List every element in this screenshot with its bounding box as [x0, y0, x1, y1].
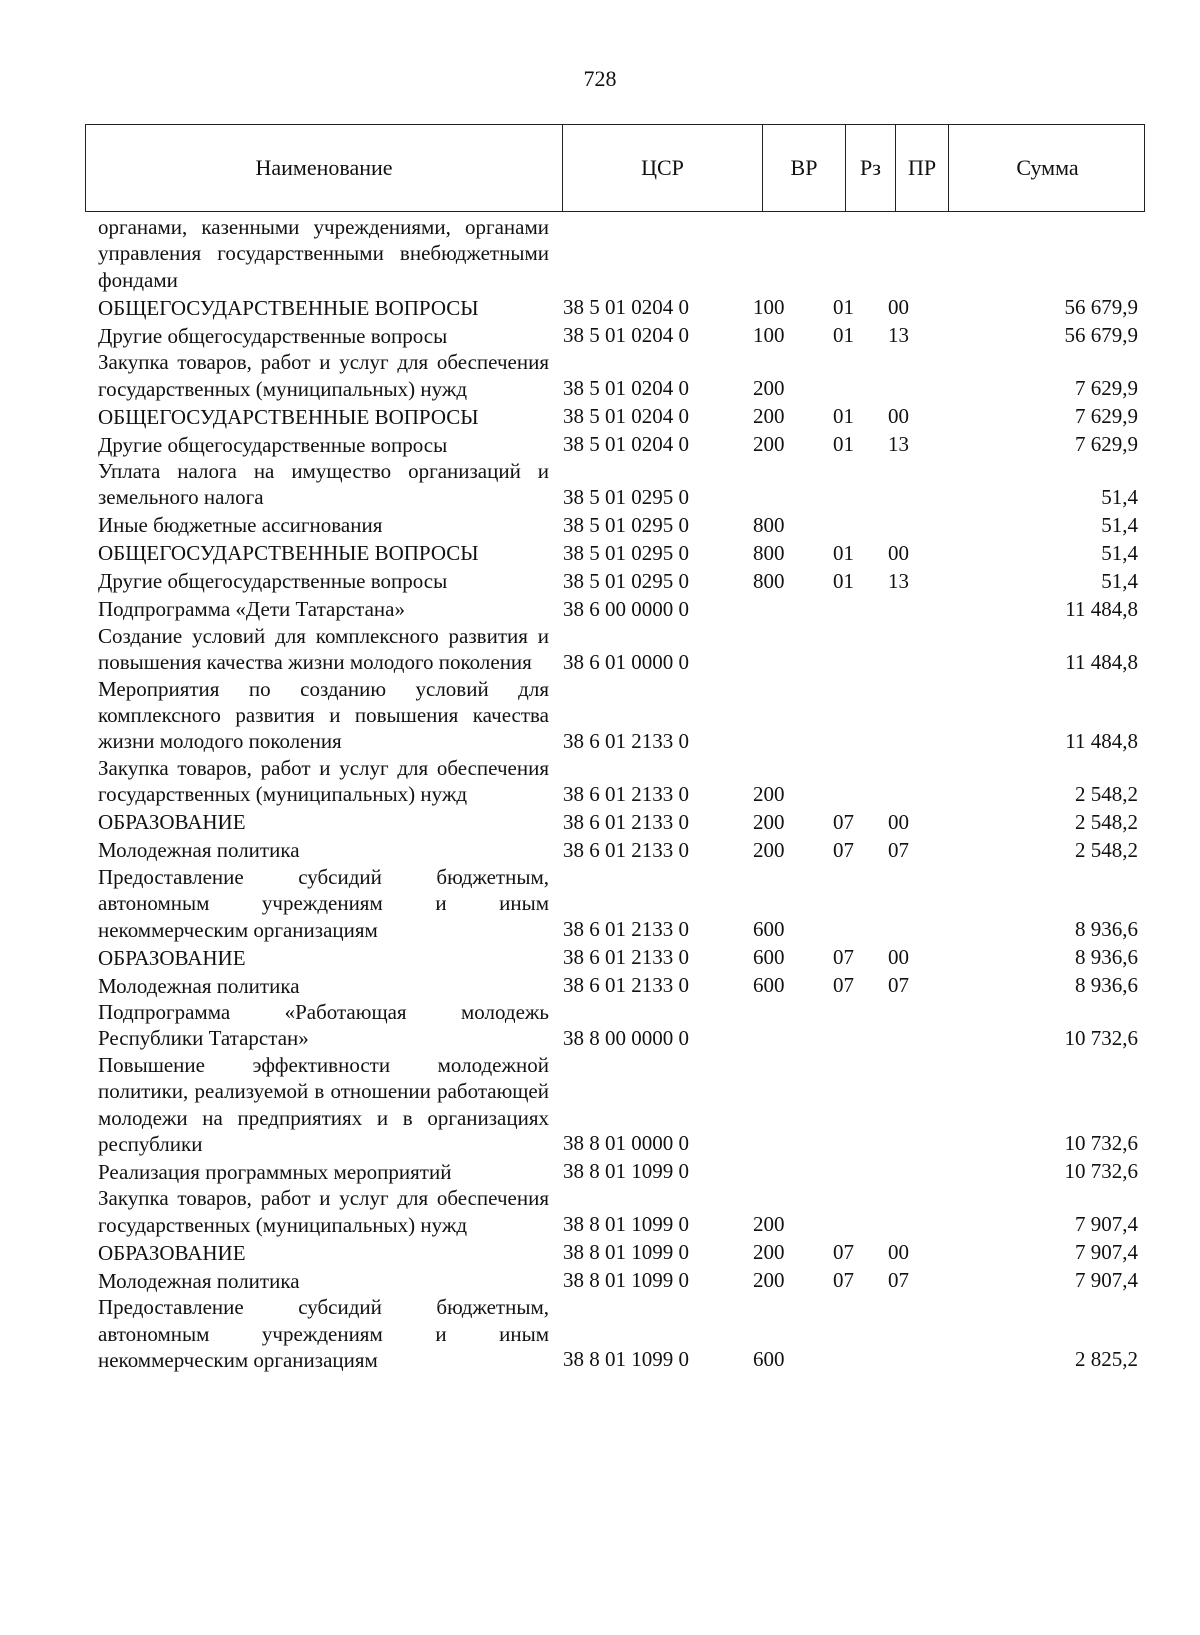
table-row [98, 864, 1138, 943]
row-csr: 38 5 01 0295 0 [563, 568, 689, 593]
row-csr: 38 6 00 0000 0 [563, 596, 689, 621]
row-name: Мероприятия по созданию условий для комплексного развития и повышения качества жизни молодого поколения [98, 676, 549, 754]
row-sum: 8 936,6 [1075, 972, 1138, 997]
table-header [85, 124, 1145, 212]
row-name: Молодежная политика [98, 838, 300, 863]
row-sum: 51,4 [1101, 540, 1138, 565]
row-csr: 38 8 01 1099 0 [563, 1159, 689, 1184]
row-sum: 10 732,6 [1064, 1131, 1138, 1156]
row-name: Другие общегосударственные вопросы [98, 569, 448, 594]
row-sum: 2 548,2 [1075, 837, 1138, 862]
row-sum: 7 629,9 [1075, 376, 1138, 401]
table-row [98, 676, 1138, 755]
row-name: Другие общегосударственные вопросы [98, 432, 448, 457]
row-name: ОБЩЕГОСУДАРСТВЕННЫЕ ВОПРОСЫ [98, 541, 479, 566]
table-row [98, 402, 1138, 430]
row-sum: 8 936,6 [1075, 916, 1138, 941]
row-name: Подпрограмма «Дети Татарстана» [98, 597, 405, 622]
row-rz: 07 [833, 1268, 854, 1293]
table-row [98, 595, 1138, 623]
row-vr: 200 [753, 1268, 785, 1293]
table-row [98, 623, 1138, 676]
row-csr: 38 8 01 1099 0 [563, 1212, 689, 1237]
row-csr: 38 5 01 0295 0 [563, 540, 689, 565]
row-sum: 11 484,8 [1065, 728, 1138, 753]
row-csr: 38 5 01 0204 0 [563, 295, 689, 320]
row-pr: 13 [888, 568, 909, 593]
row-vr: 200 [753, 1212, 785, 1237]
row-vr: 600 [753, 1347, 785, 1372]
row-pr: 00 [888, 944, 909, 969]
row-name: ОБРАЗОВАНИЕ [98, 810, 246, 835]
row-csr: 38 6 01 2133 0 [563, 728, 689, 753]
header-pr: ПР [896, 125, 949, 211]
row-sum: 11 484,8 [1065, 649, 1138, 674]
row-name: органами, казенными учреждениями, органами управления государственными внебюджетными фондами [98, 215, 549, 292]
row-name: ОБРАЗОВАНИЕ [98, 945, 246, 970]
table-row [98, 999, 1138, 1052]
row-pr: 00 [888, 1240, 909, 1265]
table-row [98, 430, 1138, 458]
table-row [98, 1266, 1138, 1294]
row-rz: 01 [833, 432, 854, 457]
row-vr: 200 [753, 432, 785, 457]
row-sum: 7 907,4 [1075, 1240, 1138, 1265]
table-row [98, 836, 1138, 864]
header-vr: ВР [763, 125, 846, 211]
table-row [98, 971, 1138, 999]
row-pr: 00 [888, 404, 909, 429]
row-vr: 800 [753, 512, 785, 537]
row-rz: 01 [833, 295, 854, 320]
row-pr: 00 [888, 295, 909, 320]
row-vr: 800 [753, 540, 785, 565]
row-pr: 00 [888, 809, 909, 834]
row-vr: 200 [753, 837, 785, 862]
row-csr: 38 6 01 0000 0 [563, 649, 689, 674]
header-name: Наименование [86, 125, 563, 211]
table-row [98, 943, 1138, 971]
row-name: Подпрограмма «Работающая молодежь Республики Татарстан» [98, 999, 549, 1051]
table-row [98, 1157, 1138, 1185]
row-name: Предоставление субсидий бюджетным, автономным учреждениям и иным некоммерческим организациям [98, 1295, 549, 1372]
row-name: ОБЩЕГОСУДАРСТВЕННЫЕ ВОПРОСЫ [98, 295, 479, 320]
row-sum: 7 629,9 [1075, 404, 1138, 429]
row-sum: 10 732,6 [1064, 1025, 1138, 1050]
row-name: Уплата налога на имущество организаций и земельного налога [98, 459, 549, 510]
table-row [98, 808, 1138, 836]
row-pr: 07 [888, 972, 909, 997]
row-name: Закупка товаров, работ и услуг для обеспечения государственных (муниципальных) нужд [98, 1186, 549, 1237]
table-row [98, 567, 1138, 595]
row-csr: 38 5 01 0204 0 [563, 376, 689, 401]
row-sum: 7 907,4 [1075, 1268, 1138, 1293]
table-row [98, 458, 1138, 511]
table-row [98, 1294, 1138, 1373]
row-rz: 01 [833, 568, 854, 593]
row-name: Закупка товаров, работ и услуг для обеспечения государственных (муниципальных) нужд [98, 755, 549, 807]
row-name: ОБРАЗОВАНИЕ [98, 1240, 246, 1265]
row-vr: 200 [753, 404, 785, 429]
row-vr: 600 [753, 916, 785, 941]
row-csr: 38 5 01 0204 0 [563, 432, 689, 457]
row-rz: 01 [833, 540, 854, 565]
table-row [98, 1052, 1138, 1158]
table-row [98, 321, 1138, 349]
table-row [98, 293, 1138, 321]
row-rz: 07 [833, 944, 854, 969]
row-sum: 2 825,2 [1075, 1347, 1138, 1372]
row-pr: 07 [888, 1268, 909, 1293]
table-row [98, 1238, 1138, 1266]
header-csr: ЦСР [563, 125, 763, 211]
row-csr: 38 5 01 0204 0 [563, 323, 689, 348]
row-csr: 38 5 01 0295 0 [563, 512, 689, 537]
row-name: Молодежная политика [98, 1268, 300, 1293]
row-rz: 01 [833, 404, 854, 429]
table-row [98, 349, 1138, 402]
row-name: Повышение эффективности молодежной политики, реализуемой в отношении работающей молодежи на предприятиях и в организациях республики [98, 1052, 549, 1156]
row-sum: 51,4 [1101, 568, 1138, 593]
header-rz: Рз [846, 125, 896, 211]
row-sum: 51,4 [1101, 512, 1138, 537]
row-sum: 11 484,8 [1065, 596, 1138, 621]
row-vr: 800 [753, 568, 785, 593]
row-name: Предоставление субсидий бюджетным, автономным учреждениям и иным некоммерческим организациям [98, 864, 549, 942]
row-csr: 38 5 01 0204 0 [563, 404, 689, 429]
row-sum: 2 548,2 [1075, 809, 1138, 834]
row-vr: 100 [753, 323, 785, 348]
row-sum: 8 936,6 [1075, 944, 1138, 969]
row-rz: 07 [833, 1240, 854, 1265]
row-csr: 38 6 01 2133 0 [563, 781, 689, 806]
row-pr: 07 [888, 837, 909, 862]
row-csr: 38 8 01 1099 0 [563, 1268, 689, 1293]
row-csr: 38 8 01 1099 0 [563, 1347, 689, 1372]
row-name: Закупка товаров, работ и услуг для обеспечения государственных (муниципальных) нужд [98, 350, 549, 401]
table-body [98, 214, 1138, 1373]
row-vr: 200 [753, 809, 785, 834]
row-csr: 38 8 01 0000 0 [563, 1131, 689, 1156]
row-name: Реализация программных мероприятий [98, 1159, 452, 1184]
row-sum: 10 732,6 [1064, 1159, 1138, 1184]
row-name: Иные бюджетные ассигнования [98, 513, 383, 538]
row-vr: 200 [753, 1240, 785, 1265]
row-vr: 200 [753, 376, 785, 401]
row-csr: 38 6 01 2133 0 [563, 972, 689, 997]
row-vr: 600 [753, 972, 785, 997]
row-pr: 13 [888, 432, 909, 457]
row-sum: 56 679,9 [1064, 323, 1138, 348]
row-sum: 7 907,4 [1075, 1212, 1138, 1237]
row-sum: 2 548,2 [1075, 781, 1138, 806]
row-csr: 38 6 01 2133 0 [563, 837, 689, 862]
page-number: 728 [583, 66, 617, 91]
row-name: ОБЩЕГОСУДАРСТВЕННЫЕ ВОПРОСЫ [98, 404, 479, 429]
row-csr: 38 8 00 0000 0 [563, 1025, 689, 1050]
row-vr: 600 [753, 944, 785, 969]
row-rz: 07 [833, 837, 854, 862]
row-csr: 38 6 01 2133 0 [563, 916, 689, 941]
header-sum: Сумма [1016, 155, 1079, 180]
table-row [98, 511, 1138, 539]
row-csr: 38 8 01 1099 0 [563, 1240, 689, 1265]
row-csr: 38 6 01 2133 0 [563, 944, 689, 969]
table-row [98, 539, 1138, 567]
row-csr: 38 6 01 2133 0 [563, 809, 689, 834]
table-row [98, 755, 1138, 808]
row-vr: 100 [753, 295, 785, 320]
row-sum: 56 679,9 [1064, 295, 1138, 320]
table-row [98, 1185, 1138, 1238]
row-name: Создание условий для комплексного развития и повышения качества жизни молодого поколения [98, 623, 549, 675]
row-sum: 51,4 [1101, 484, 1138, 509]
row-rz: 01 [833, 323, 854, 348]
row-vr: 200 [753, 781, 785, 806]
row-rz: 07 [833, 972, 854, 997]
row-sum: 7 629,9 [1075, 432, 1138, 457]
row-rz: 07 [833, 809, 854, 834]
row-name: Другие общегосударственные вопросы [98, 323, 448, 348]
table-row [98, 214, 1138, 293]
row-pr: 13 [888, 323, 909, 348]
row-csr: 38 5 01 0295 0 [563, 484, 689, 509]
row-pr: 00 [888, 540, 909, 565]
row-name: Молодежная политика [98, 973, 300, 998]
